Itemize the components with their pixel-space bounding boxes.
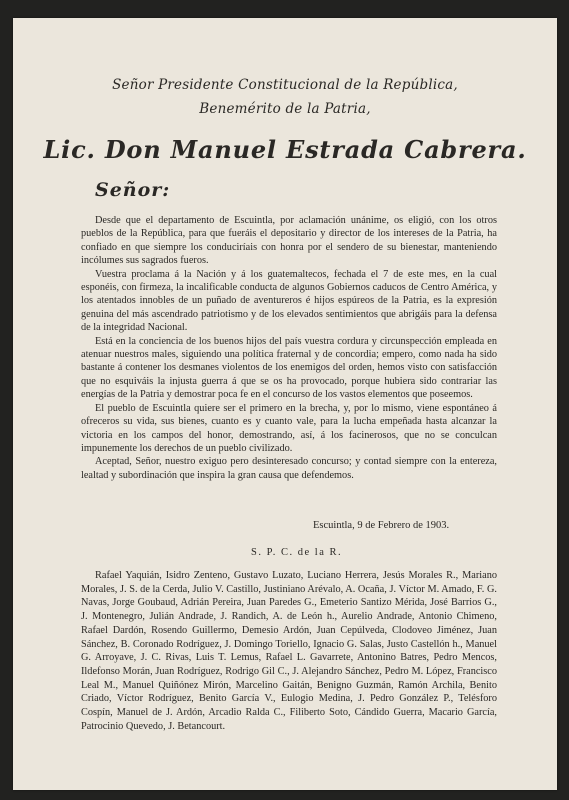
address-line-president: Señor Presidente Constitucional de la República, [112,77,458,93]
paragraph: El pueblo de Escuintla quiere ser el primero en la brecha, y, por lo mismo, viene espontáneo á ofreceros su vida, sus bienes, cuanto es y cuanto vale, para la lucha empeñada hasta alcanzar la victoria en los campos del honor, demostrando, así, á los facinerosos, que no se conculcan impunemente los derechos de un pueblo civilizado. [81,402,497,454]
salutation: Señor: [95,179,171,201]
paragraph: Vuestra proclama á la Nación y á los guatemaltecos, fechada el 7 de este mes, en la cual esponéis, con firmeza, la incalificable conducta de algunos Gobiernos caducos de Centro América, y los atentados innobles de un puñado de aventureros é hijos espúreos de la Patria, es la expresión genuina del más ascendrado patriotismo y de los elevados sentimientos que abrigáis para la defensa de la integridad Nacional. [81,268,497,334]
paragraph: Aceptad, Señor, nuestro exiguo pero desinteresado concurso; y contad siempre con la entereza, lealtad y subordinación que inspira la gran causa que defendemos. [81,456,497,481]
closing-abbreviation: S. P. C. de la R. [251,547,343,558]
paragraph: Desde que el departamento de Escuintla, por aclamación unánime, os eligió, con los otros pueblos de la República, para que fueráis el depositario y director de los intereses de la Patria, ha confiado en que siempre los conduciríais con honra por el sendero de su bienestar, manteniendo incólumes sus sagrados fueros. [81,215,497,267]
paragraph: Está en la conciencia de los buenos hijos del país vuestra cordura y circunspección empleada en atenuar nuestros males, siguiendo una política fraternal y de concordia; empero, como nada ha sido bastante á contener los desmanes violentos de los enemigos del orden, hemos visto con satisfacción que no esquiváis la injusta guerra á que se os ha provocado, porque hubiera sido contrariar las energías de la Patria y demostrar poca fe en el concurso de los vastos elementos que poseemos. [81,335,497,401]
letter-body [81,214,497,482]
dateline: Escuintla, 9 de Febrero de 1903. [313,520,450,531]
document-page [13,18,557,790]
address-line-benemerito: Benemérito de la Patria, [199,101,371,117]
addressee-heading: Lic. Don Manuel Estrada Cabrera. [43,135,527,164]
signatory-list: Rafael Yaquián, Isidro Zenteno, Gustavo Luzato, Luciano Herrera, Jesús Morales R., Mariano Morales, J. S. de la Cerda, Julio V. Castillo, Justiniano Arévalo, A. Ocaña, J. Víctor M. Amado, F. G. Navas, Jorge Goubaud, Adrián Pereira, Juan Paredes G., Emeterio Santizo Mérida, José Barrios G., J. Montenegro, Julián Andrade, J. Randich, A. de León h., Aurelio Andrade, Antonio Chimeno, Rafael Dardón, Rosendo Guillermo, Demesio Ardón, Juan Cepúlveda, Clodoveo Jiménez, Juan Sánchez, B. Coronado Rodríguez, J. Domingo Toriello, Ignacio G. Salas, Justo Castellón h., Manuel G. Arroyave, J. C. Rivas, Luis T. Lemus, Rafael L. Gavarrete, Antonino Batres, Pedro Mencos, Ildefonso Morán, Juan Rodríguez, Rodrigo Gil C., J. Alejandro Sánchez, Pedro M. López, Francisco Leal M., Manuel Quiñónez Mirón, Marcelino Gaitán, Benigno Guzmán, Ramón Archila, Benito Criado, Víctor Rodríguez, Benito García V., Eulogio Medina, J. Pedro González P., Telésforo Cospín, Manuel de J. Ardón, Arcadio Ralda C., Filiberto Soto, Cándido Guerra, Macario García, Patrocinio Quevedo, J. Betancourt. [81,570,497,732]
